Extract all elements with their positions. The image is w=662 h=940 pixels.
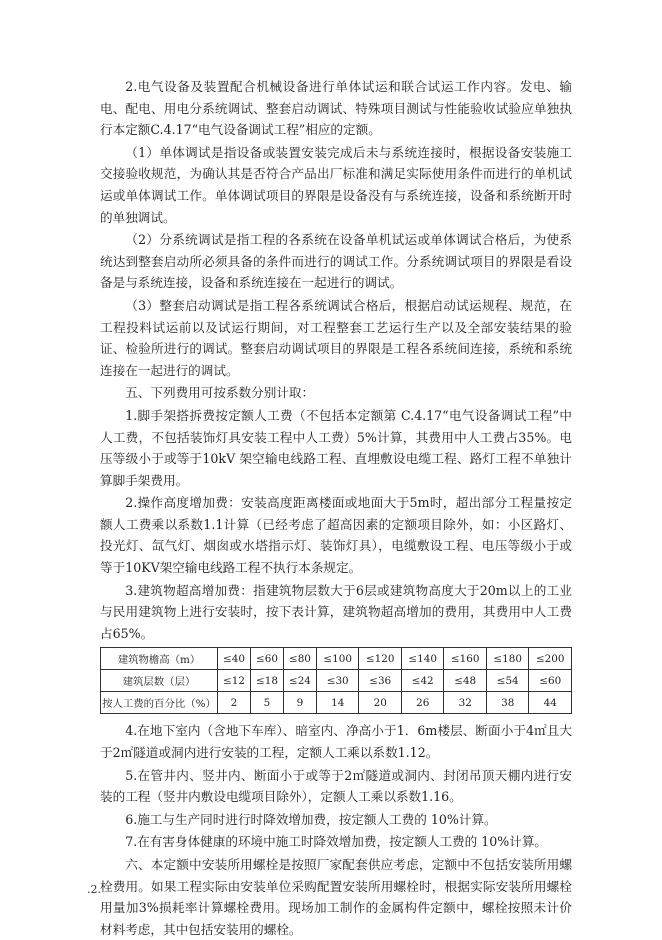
paragraph-unit-commissioning: （1）单体调试是指设备或装置安装完成后未与系统连接时，根据设备安装施工交接验收规范，为确认其是否符合产品出厂标准和满足实际使用条件而进行的单机试运或单体调试工作。单体调试项目的界限是设备没有与系统连接，设备和系统断开时的单独调试。 (100, 144, 572, 225)
table-cell: ≤100 (316, 648, 359, 670)
table-cell: ≤40 (218, 648, 251, 670)
building-height-fee-table (100, 647, 572, 714)
table-cell: 5 (250, 692, 283, 714)
table-cell: ≤54 (486, 670, 529, 692)
table-cell: ≤24 (283, 670, 316, 692)
table-cell: ≤30 (316, 670, 359, 692)
table-cell: ≤60 (529, 670, 572, 692)
row-label-labor-percentage: 按人工费的百分比（%） (101, 692, 218, 714)
table-row (101, 648, 572, 670)
table-cell: 2 (218, 692, 251, 714)
row-label-floors: 建筑层数（层） (101, 670, 218, 692)
table-cell: 9 (283, 692, 316, 714)
paragraph-subsystem-commissioning: （2）分系统调试是指工程的各系统在设备单机试运或单体调试合格后，为使系统达到整套启动所必须具备的条件而进行的调试工作。分系统调试项目的界限是看设备是与系统连接，设备和系统连接在一起进行的调试。 (100, 232, 572, 291)
table-cell: 20 (359, 692, 402, 714)
table-cell: ≤18 (250, 670, 283, 692)
table-cell: ≤160 (444, 648, 487, 670)
table-cell: ≤80 (283, 648, 316, 670)
table-cell: ≤60 (250, 648, 283, 670)
table-cell: 26 (401, 692, 444, 714)
table-cell: ≤140 (401, 648, 444, 670)
table-cell: ≤42 (401, 670, 444, 692)
table-cell: 44 (529, 692, 572, 714)
paragraph-operating-height-fee: 2.操作高度增加费：安装高度距离楼面或地面大于5m时，超出部分工程量按定额人工费乘以系数1.1计算（已经考虑了超高因素的定额项目除外，如：小区路灯、投光灯、氙气灯、烟囱或水塔指示灯、装饰灯具），电缆敷设工程、电压等级小于或等于10KV架空输电线路工程不执行本条规定。 (100, 495, 572, 576)
paragraph-hazardous-environment-fee: 7.在有害身体健康的环境中施工时降效增加费，按定额人工费的 10%计算。 (125, 834, 548, 850)
paragraph-electrical-commissioning: 2.电气设备及装置配合机械设备进行单体试运和联合试运工作内容。发电、输电、配电、用电分系统调试、整套启动调试、特殊项目测试与性能验收试验应单独执行本定额C.4.17“电气设备调试工程”相应的定额。 (100, 79, 572, 138)
paragraph-bolts: 六、本定额中安装所用螺栓是按照厂家配套供应考虑，定额中不包括安装所用螺栓费用。如果工程实际由安装单位采购配置安装所用螺栓时，根据实际安装所用螺栓用量加3%损耗率计算螺栓费用。现场加工制作的金属构件定额中，螺栓按照未计价材料考虑，其中包括安装用的螺栓。 (100, 857, 572, 937)
table-cell: 32 (444, 692, 487, 714)
document-body (100, 76, 572, 940)
table-cell: ≤120 (359, 648, 402, 670)
table-row (101, 670, 572, 692)
section-heading-five: 五、下列费用可按系数分别计取： (125, 385, 315, 401)
row-label-eave-height: 建筑物檐高（m） (101, 648, 218, 670)
paragraph-startup-commissioning: （3）整套启动调试是指工程各系统调试合格后，根据启动试运规程、规范，在工程投料试运前以及试运行期间，对工程整套工艺运行生产以及全部安装结果的验证、检验所进行的调试。整套启动调试项目的界限是工程各系统间连接，系统和系统连接在一起进行的调试。 (100, 297, 572, 378)
table-cell: ≤200 (529, 648, 572, 670)
paragraph-building-height-fee: 3.建筑物超高增加费：指建筑物层数大于6层或建筑物高度大于20m以上的工业与民用建筑物上进行安装时，按下表计算，建筑物超高增加的费用，其费用中人工费占65%。 (100, 582, 572, 641)
table-row (101, 692, 572, 714)
table-cell: ≤36 (359, 670, 402, 692)
table-cell: ≤180 (486, 648, 529, 670)
paragraph-shaft-coefficient: 5.在管井内、竖井内、断面小于或等于2㎡隧道或洞内、封闭吊顶天棚内进行安装的工程（竖井内敷设电缆项目除外），定额人工乘以系数1.16。 (100, 767, 572, 805)
paragraph-concurrent-production-fee: 6.施工与生产同时进行时降效增加费，按定额人工费的 10%计算。 (125, 811, 497, 827)
paragraph-scaffolding-fee: 1.脚手架搭拆费按定额人工费（不包括本定额第 C.4.17“电气设备调试工程”中人工费，不包括装饰灯具安装工程中人工费）5%计算，其费用中人工费占35%。电压等级小于或等于10kV 架空输电线路工程、直埋敷设电缆工程、路灯工程不单独计算脚手架费用。 (100, 407, 572, 488)
table-cell: 14 (316, 692, 359, 714)
table-cell: ≤48 (444, 670, 487, 692)
page-number: .2. (87, 883, 101, 896)
paragraph-basement-coefficient: 4.在地下室内（含地下车库）、暗室内、净高小于1．6m楼层、断面小于4㎡且大于2㎡隧道或洞内进行安装的工程，定额人工乘以系数1.12。 (100, 723, 572, 761)
table-cell: 38 (486, 692, 529, 714)
table-cell: ≤12 (218, 670, 251, 692)
